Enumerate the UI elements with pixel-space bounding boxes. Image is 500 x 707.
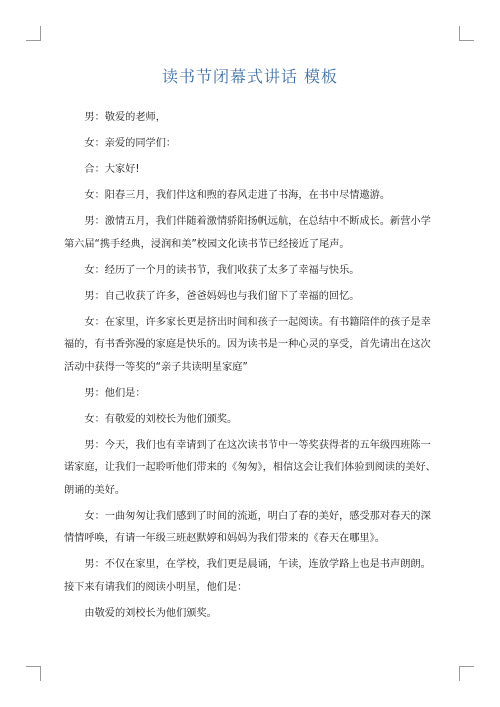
paragraph: 男：不仅在家里，在学校，我们更是晨诵，午读，连放学路上也是书声朗朗。接下来有请我们的阅读小明星，他们是： bbox=[64, 559, 431, 593]
paragraph: 合：大家好! bbox=[84, 164, 140, 175]
paragraph: 女：在家里，许多家长更是挤出时间和孩子一起阅读。有书籍陪伴的孩子是幸福的，有书香弥漫的家庭是快乐的。因为读书是一种心灵的享受，首先请出在这次活动中获得一等奖的“亲子共读明星家庭” bbox=[64, 316, 431, 373]
crop-mark-top-right bbox=[459, 26, 474, 41]
crop-mark-bottom-right bbox=[459, 666, 474, 681]
paragraph: 女：经历了一个月的读书节，我们收获了太多了幸福与快乐。 bbox=[84, 264, 360, 276]
paragraph: 男：激情五月，我们伴随着激情骄阳扬帆远航，在总结中不断成长。新营小学第六届“携手经典，浸润和美”校园文化读书节已经接近了尾声。 bbox=[64, 216, 431, 250]
crop-mark-bottom-left bbox=[26, 666, 41, 681]
paragraph: 女：亲爱的同学们： bbox=[84, 138, 177, 149]
document-body bbox=[64, 107, 438, 629]
paragraph: 男：敬爱的老师， bbox=[84, 112, 166, 123]
crop-mark-top-left bbox=[26, 26, 41, 41]
paragraph: 男：今天，我们也有幸请到了在这次读书节中一等奖获得者的五年级四班陈一诺家庭，让我们一起聆听他们带来的《匆匆》，相信这会让我们体验到阅读的美好、朗诵的美好。 bbox=[64, 439, 436, 496]
paragraph: 男：自己收获了许多，爸爸妈妈也与我们留下了幸福的回忆。 bbox=[84, 290, 360, 302]
paragraph: 女：阳春三月，我们伴这和煦的春风走进了书海，在书中尽情遨游。 bbox=[84, 190, 391, 201]
paragraph: 女：有敬爱的刘校长为他们颁奖。 bbox=[84, 413, 238, 425]
paragraph: 男：他们是： bbox=[84, 387, 146, 399]
paragraph: 由敬爱的刘校长为他们颁奖。 bbox=[84, 607, 217, 619]
paragraph: 女：一曲匆匆让我们感到了时间的流逝，明白了春的美好，感受那对春天的深情情呼唤，有请一年级三班赵默婷和妈妈为我们带来的《春天在哪里》。 bbox=[64, 510, 431, 544]
document-title: 读书节闭幕式讲话 模板 bbox=[161, 67, 339, 86]
